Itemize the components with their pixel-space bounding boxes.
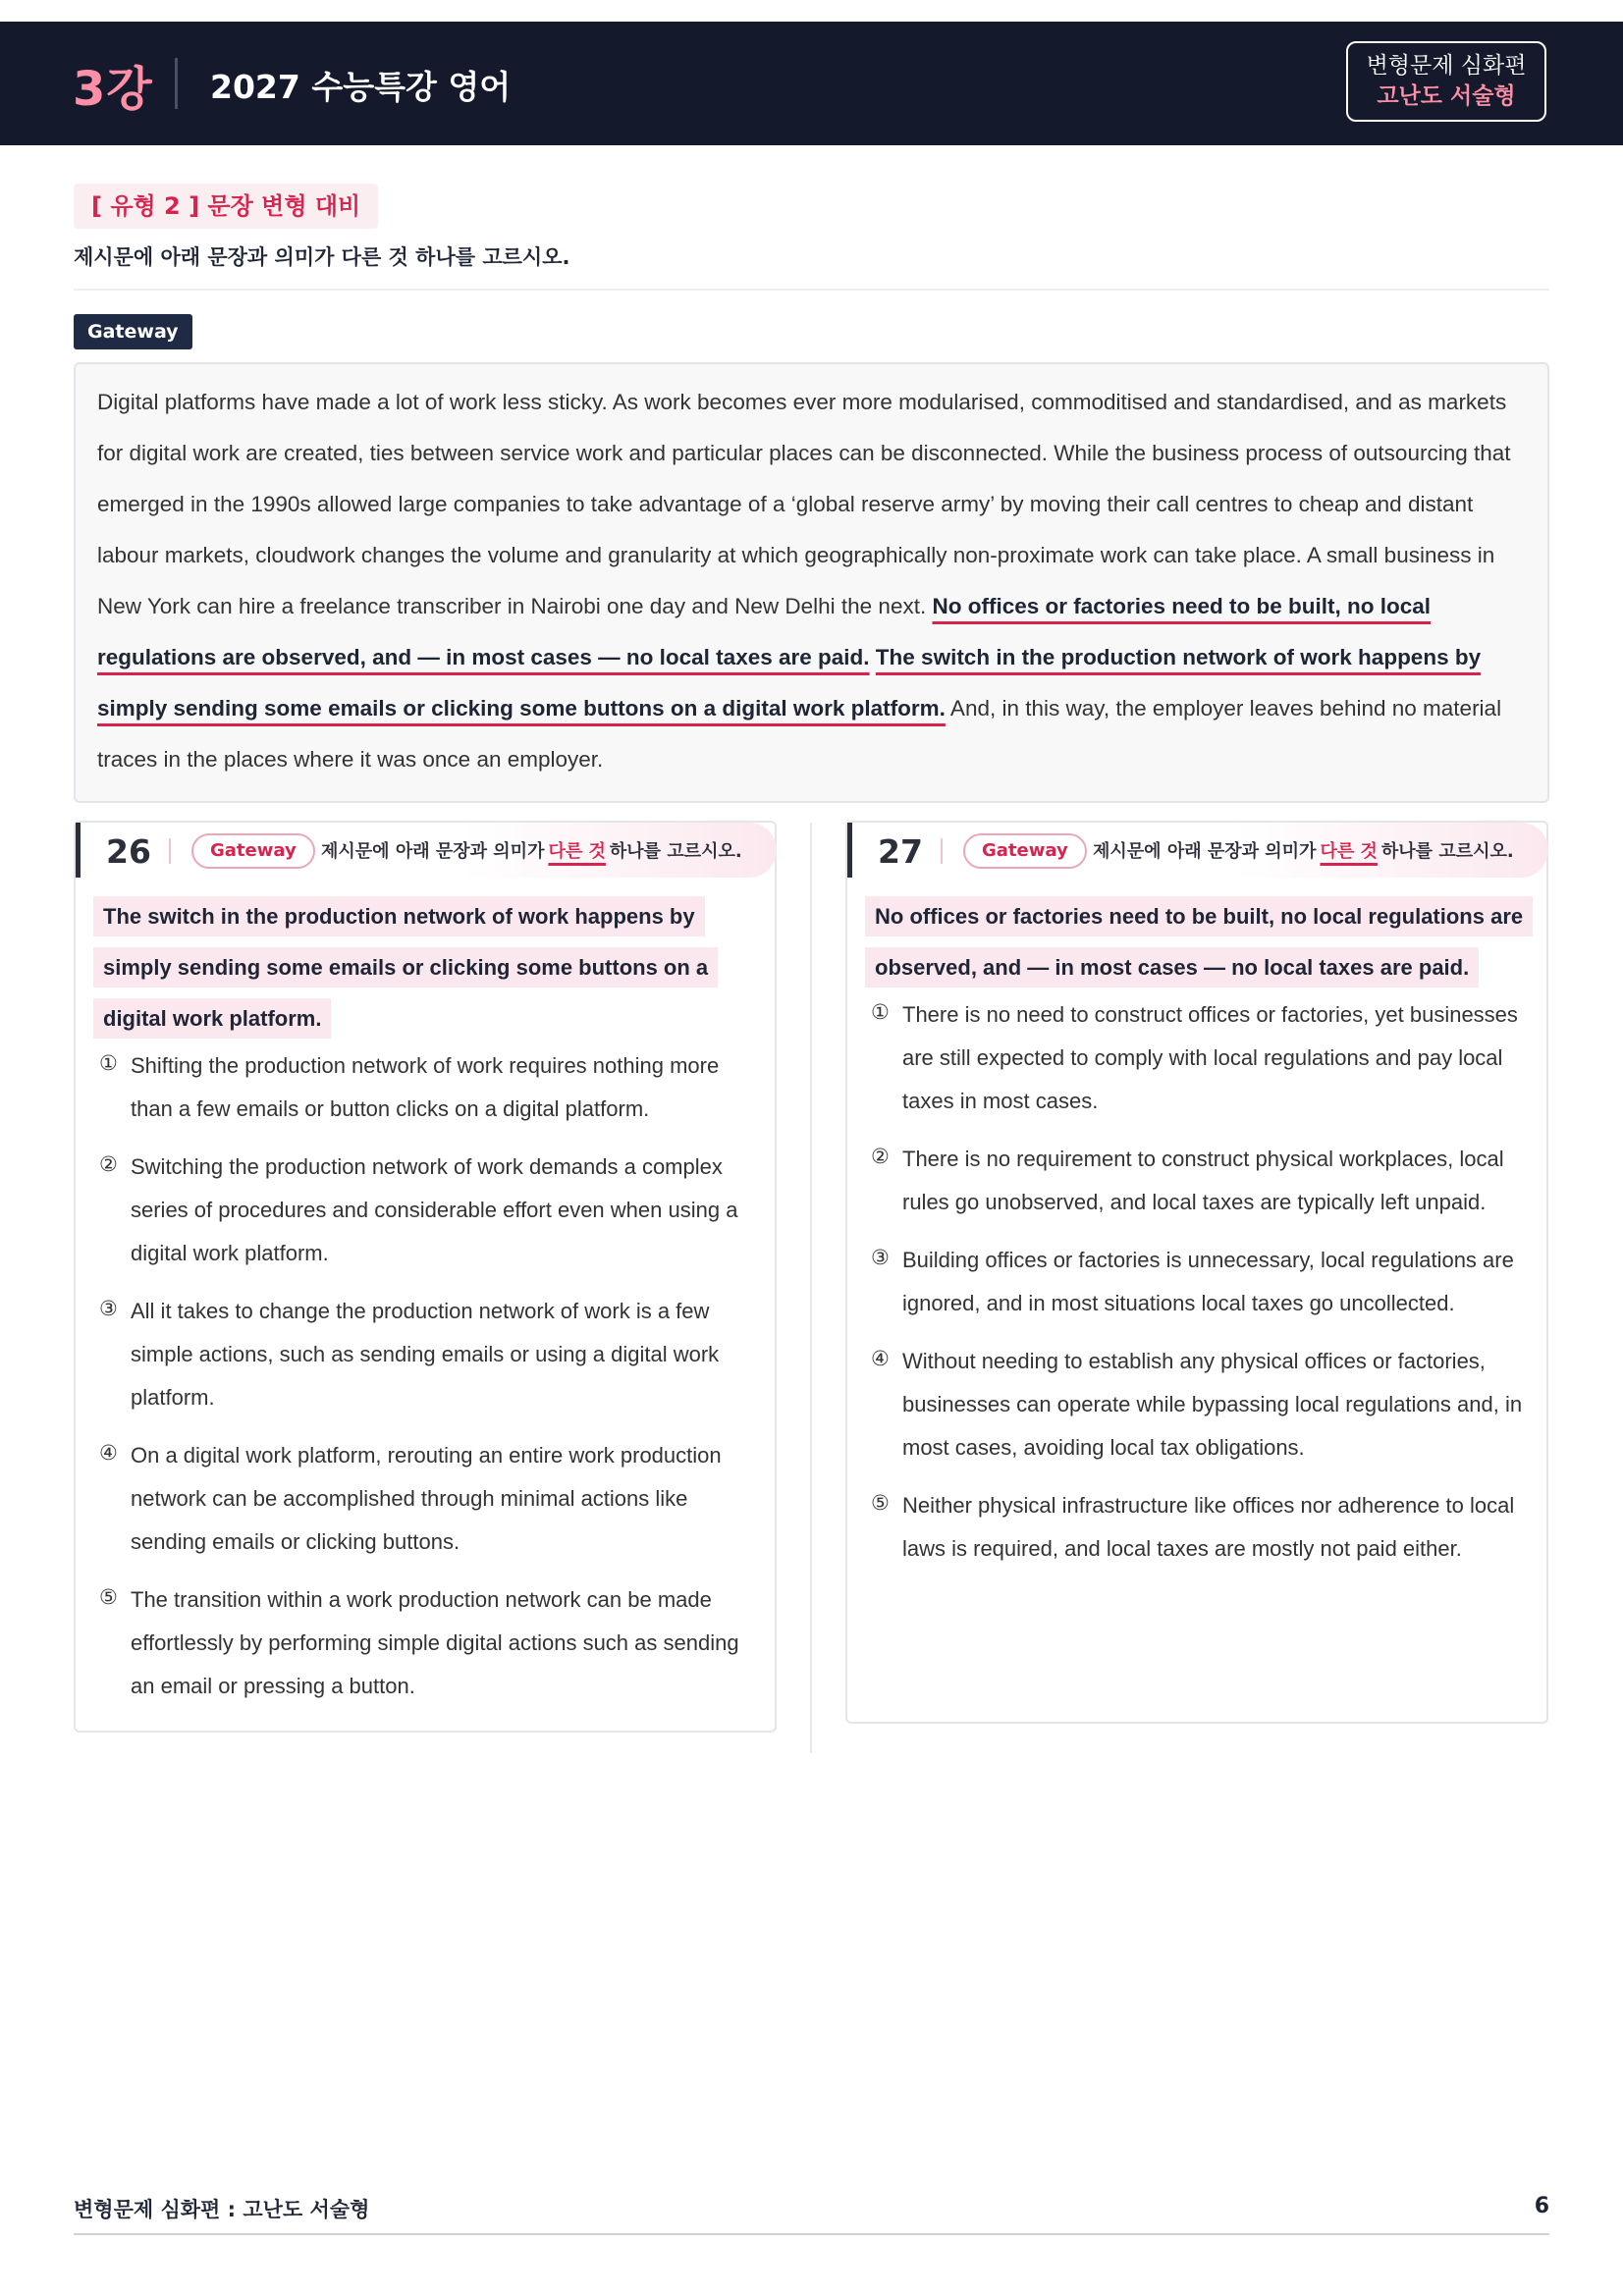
gateway-badge: Gateway	[191, 833, 315, 869]
question-stem	[93, 891, 757, 1044]
option-text: On a digital work platform, rerouting an entire work production network can be accomplished through minimal actions like sending emails or clicking buttons.	[131, 1443, 722, 1554]
edition-badge-line2: 고난도 서술형	[1377, 83, 1516, 109]
reading-passage	[74, 362, 1549, 803]
instruction-text: 제시문에 아래 문장과 의미가	[321, 841, 545, 862]
answer-option[interactable]	[871, 1138, 1529, 1224]
page-number: 6	[1534, 2194, 1549, 2218]
edition-badge-line1: 변형문제 심화편	[1366, 53, 1527, 79]
answer-option[interactable]	[99, 1044, 757, 1131]
answer-options	[76, 1044, 775, 1708]
answer-option[interactable]	[871, 993, 1529, 1123]
option-number-icon: ④	[99, 1441, 118, 1465]
question-instruction	[1093, 837, 1514, 863]
lesson-number: 3강	[73, 62, 153, 117]
question-card-27	[845, 821, 1548, 1724]
question-stem	[865, 891, 1529, 993]
question-header-divider	[169, 838, 171, 864]
answer-option[interactable]	[871, 1340, 1529, 1469]
option-text: Shifting the production network of work requires nothing more than a few emails or button clicks on a digital platform.	[131, 1053, 720, 1121]
section-instruction: 제시문에 아래 문장과 의미가 다른 것 하나를 고르시오.	[74, 245, 570, 269]
question-header-divider	[941, 838, 943, 864]
gateway-badge: Gateway	[963, 833, 1087, 869]
option-number-icon: ⑤	[871, 1491, 890, 1515]
footer-title: 변형문제 심화편 : 고난도 서술형	[74, 2198, 370, 2221]
question-header	[847, 823, 1548, 878]
answer-options	[847, 993, 1546, 1571]
answer-option[interactable]	[99, 1146, 757, 1275]
option-number-icon: ②	[99, 1152, 118, 1176]
option-text: Switching the production network of work demands a complex series of procedures and considerable effort even when using a digital work platform.	[131, 1154, 738, 1265]
instruction-emphasis: 다른 것	[1320, 841, 1378, 862]
option-text: There is no need to construct offices or factories, yet businesses are still expected to comply with local regulations and pay local taxes in most cases.	[902, 1002, 1518, 1113]
passage-highlight-sentence: No offices or factories need to be built, no local regulations are observed, and — in most cases — no local taxes are paid.	[97, 594, 1432, 669]
answer-option[interactable]	[871, 1484, 1529, 1571]
answer-option[interactable]	[871, 1239, 1529, 1325]
footer-divider	[74, 2233, 1549, 2235]
answer-option[interactable]	[99, 1434, 757, 1564]
header-divider	[175, 58, 178, 109]
edition-badge	[1346, 41, 1546, 122]
question-header	[76, 823, 777, 878]
option-number-icon: ④	[871, 1347, 890, 1370]
question-instruction	[321, 837, 742, 863]
option-text: Without needing to establish any physical offices or factories, businesses can operate while bypassing local regulations and, in most cases, avoiding local tax obligations.	[902, 1349, 1523, 1460]
option-number-icon: ②	[871, 1145, 890, 1168]
option-text: Building offices or factories is unnecessary, local regulations are ignored, and in most situations local taxes go uncollected.	[902, 1248, 1514, 1315]
question-number: 27	[878, 832, 923, 871]
question-type-label: [ 유형 2 ] 문장 변형 대비	[74, 184, 378, 229]
instruction-text: 하나를 고르시오.	[1380, 841, 1514, 862]
answer-option[interactable]	[99, 1290, 757, 1419]
column-divider	[810, 823, 812, 1753]
instruction-text: 하나를 고르시오.	[609, 841, 742, 862]
book-title: 2027 수능특강 영어	[210, 68, 512, 106]
option-text: There is no requirement to construct physical workplaces, local rules go unobserved, and local taxes are typically left unpaid.	[902, 1147, 1504, 1214]
option-number-icon: ③	[99, 1297, 118, 1320]
option-text: The transition within a work production network can be made effortlessly by performing simple digital actions such as sending an email or pressing a button.	[131, 1587, 739, 1698]
option-text: Neither physical infrastructure like offices nor adherence to local laws is required, and local taxes are mostly not paid either.	[902, 1493, 1515, 1561]
option-text: All it takes to change the production network of work is a few simple actions, such as sending emails or using a digital work platform.	[131, 1299, 720, 1410]
page-header	[0, 22, 1623, 145]
passage-text: And, in this way, the employer leaves behind no material traces in the places where it was once an employer.	[97, 696, 1502, 772]
passage-text: Digital platforms have made a lot of work less sticky. As work becomes ever more modularised, commoditised and standardised, and as markets for digital work are created, ties between service work and particular places can be disconnected. While the business process of outsourcing that emerged in the 1990s allowed large companies to take advantage of a ‘global reserve army’ by moving their call centres to cheap and distant labour markets, cloudwork changes the volume and granularity at which geographically non-proximate work can take place. A small business in New York can hire a freelance transcriber in Nairobi one day and New Delhi the next.	[97, 390, 1511, 618]
stem-text: No offices or factories need to be built, no local regulations are observed, and — in most cases — no local taxes are paid.	[865, 896, 1533, 988]
option-number-icon: ③	[871, 1246, 890, 1269]
instruction-emphasis: 다른 것	[548, 841, 606, 862]
option-number-icon: ①	[99, 1051, 118, 1075]
question-number: 26	[106, 832, 151, 871]
section-divider	[74, 289, 1549, 291]
instruction-text: 제시문에 아래 문장과 의미가	[1093, 841, 1317, 862]
stem-text: The switch in the production network of work happens by simply sending some emails or clicking some buttons on a digital work platform.	[93, 896, 718, 1039]
option-number-icon: ⑤	[99, 1585, 118, 1609]
option-number-icon: ①	[871, 1000, 890, 1024]
answer-option[interactable]	[99, 1578, 757, 1708]
passage-highlight-sentence: The switch in the production network of work happens by simply sending some emails or clicking some buttons on a digital work platform.	[97, 645, 1482, 721]
question-card-26	[74, 821, 777, 1733]
gateway-label: Gateway	[74, 314, 192, 349]
